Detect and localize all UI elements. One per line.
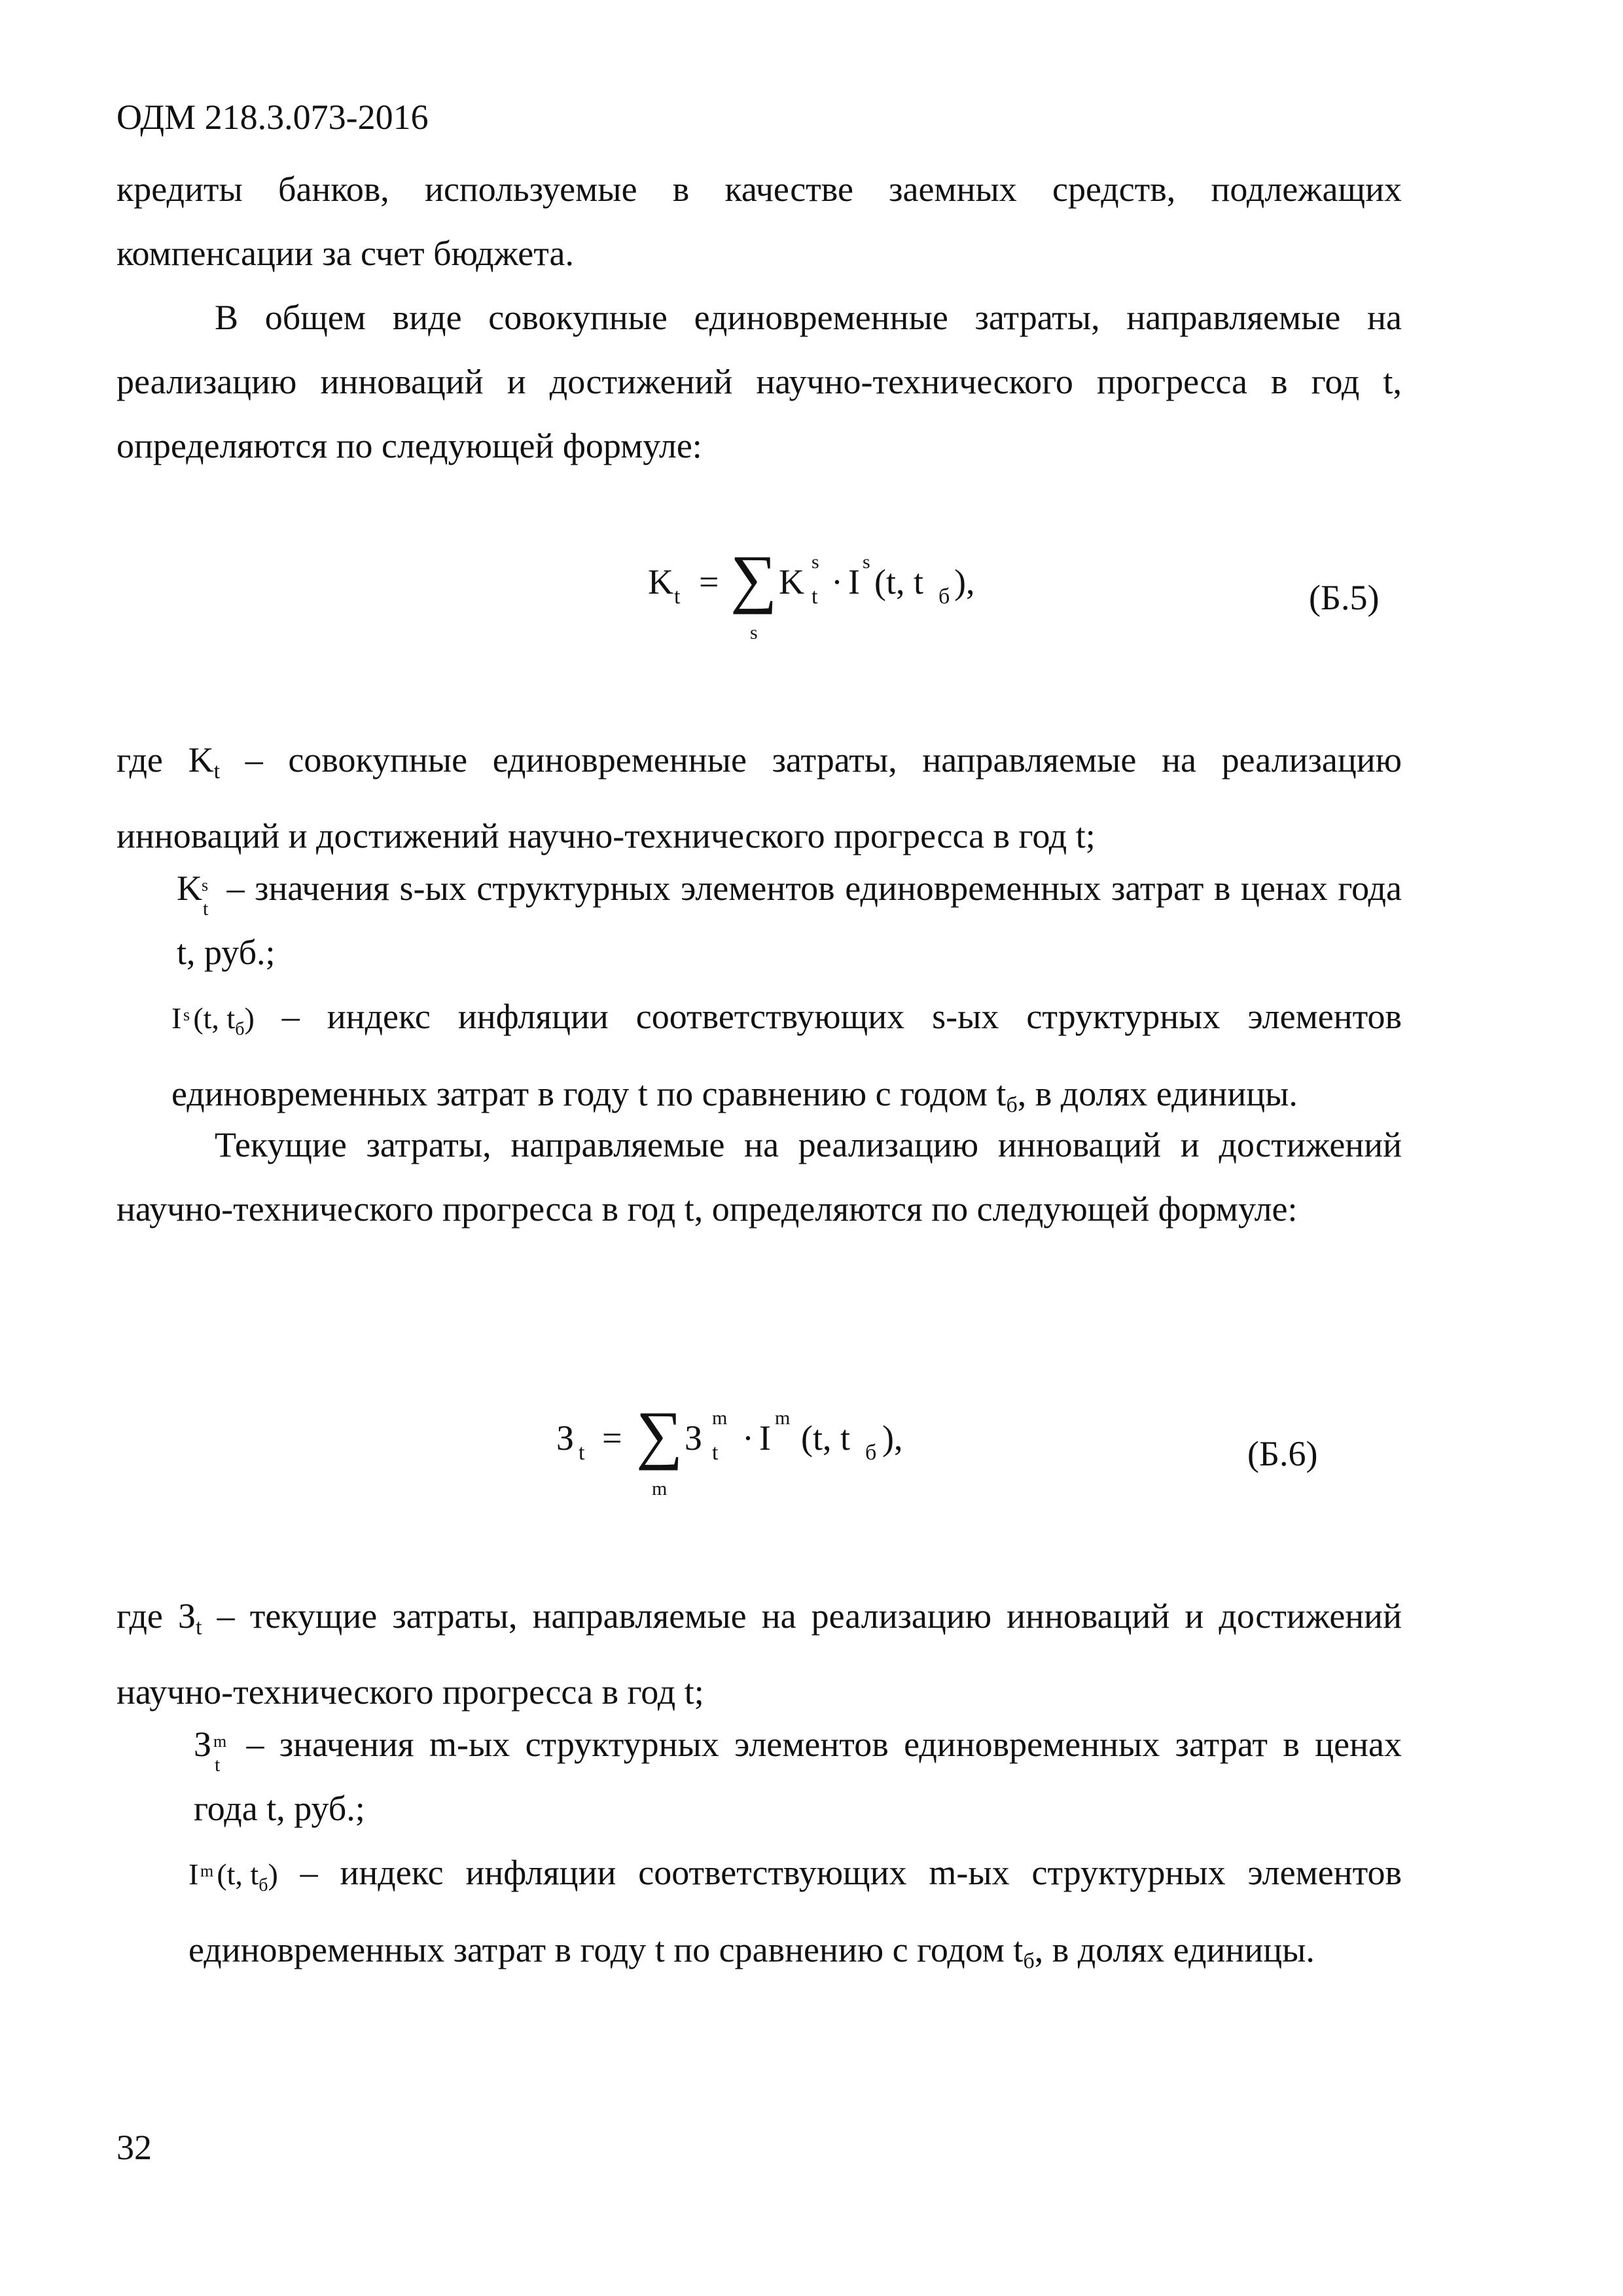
- symbol-is-args: (t, t: [193, 1001, 236, 1035]
- symbol-kst-sub: t: [203, 898, 209, 920]
- document-code: ОДМ 218.3.073-2016: [116, 98, 429, 137]
- formula-b5-index-sup: s: [863, 551, 870, 573]
- formula-b6-term: З: [685, 1418, 703, 1458]
- symbol-is-args-sub: б: [235, 1019, 245, 1039]
- formula-b6-sigma: ∑: [636, 1398, 683, 1471]
- symbol-zmt-sup: m: [213, 1732, 227, 1751]
- formula-b5-sigma-sub: s: [750, 622, 758, 643]
- explanation-b6-zt-prefix: где З: [116, 1596, 196, 1636]
- explanation-b6-zt-text: – текущие затраты, направляемые на реализацию инноваций и достижений научно-технического прогресса в год t;: [116, 1596, 1402, 1712]
- formula-b5-term-sub: t: [812, 584, 818, 609]
- paragraph-intro-b6: Текущие затраты, направляемые на реализацию инноваций и достижений научно-технического прогресса в год t, определяются по следующей формуле:: [116, 1125, 1402, 1229]
- symbol-im-base: I: [188, 1857, 199, 1891]
- paragraph-intro-b5: В общем виде совокупные единовременные затраты, направляемые на реализацию инноваций и достижений научно-технического прогресса в год t, определяются по следующей формуле:: [116, 298, 1402, 465]
- formula-b6: [0, 1398, 1623, 1537]
- explanation-b6-index-text-sub: б: [1023, 1949, 1035, 1973]
- explanation-b5-kst: [116, 856, 1402, 984]
- formula-b6-args-sub: б: [865, 1441, 877, 1465]
- formula-b5-equals: =: [699, 562, 719, 601]
- explanation-b6-index-text-a: – индекс инфляции соответствующих m-ых структурных элементов единовременных затрат в году t по сравнению с годом t: [188, 1853, 1402, 1969]
- formula-b5-number: (Б.5): [1309, 578, 1380, 617]
- explanation-b5-index-text-sub: б: [1006, 1093, 1018, 1117]
- formula-b5-term: K: [779, 562, 804, 601]
- explanation-b6-index-text-b: , в долях единицы.: [1034, 1930, 1315, 1969]
- symbol-zmt: [194, 1712, 231, 1776]
- formula-b6-args-close: ),: [882, 1418, 903, 1458]
- symbol-is: [171, 984, 255, 1062]
- formula-b6-equals: =: [602, 1418, 622, 1458]
- formula-b5-term-sup: s: [812, 551, 819, 573]
- explanation-b6-zmt-text: – значения m-ых структурных элементов единовременных затрат в ценах года t, руб.;: [194, 1725, 1402, 1828]
- formula-b5-args: (t, t: [874, 562, 923, 601]
- symbol-im-sup: m: [200, 1861, 214, 1880]
- formula-b5-args-close: ),: [954, 562, 975, 601]
- page-number: 32: [116, 2128, 152, 2167]
- formula-b6-args: (t, t: [801, 1418, 850, 1458]
- explanation-b5-index-text-b: , в долях единицы.: [1017, 1074, 1298, 1113]
- formula-b5-lhs-sub: t: [674, 584, 681, 609]
- formula-b6-index: I: [759, 1418, 771, 1458]
- symbol-kst-sup: s: [202, 876, 209, 895]
- explanation-b5-kt: [116, 728, 1402, 868]
- symbol-im-args: (t, t: [217, 1857, 259, 1891]
- explanation-b6-index: [116, 1840, 1402, 1994]
- formula-b6-sigma-sub: m: [652, 1478, 668, 1499]
- explanation-b5-kst-text: – значения s-ых структурных элементов единовременных затрат в ценах года t, руб.;: [177, 869, 1402, 972]
- formula-b6-term-sup: m: [712, 1407, 728, 1429]
- formula-b6-lhs: З: [556, 1418, 575, 1458]
- explanation-b6-zmt: [116, 1712, 1402, 1840]
- explanation-b5-kt-text: – совокупные единовременные затраты, направляемые на реализацию инноваций и достижений научно-технического прогресса в год t;: [116, 740, 1402, 855]
- formula-b5: [0, 542, 1623, 681]
- symbol-im: [188, 1840, 278, 1918]
- explanation-b5-index-text-a: – индекс инфляции соответствующих s-ых структурных элементов единовременных затрат в году t по сравнению с годом t: [171, 997, 1402, 1113]
- explanation-b6-zt-sub: t: [196, 1615, 202, 1640]
- formula-b6-term-sub: t: [712, 1441, 719, 1465]
- symbol-zmt-base: З: [194, 1725, 212, 1764]
- formula-b5-index: I: [848, 562, 860, 601]
- explanation-b5-kt-prefix: где K: [116, 740, 214, 780]
- formula-b5-dot: ·: [831, 562, 843, 601]
- symbol-is-base: I: [171, 1001, 182, 1035]
- formula-b5-sigma: ∑: [730, 542, 777, 615]
- symbol-zmt-sub: t: [215, 1754, 221, 1776]
- explanation-b5-kt-sub: t: [213, 759, 221, 783]
- formula-b6-lhs-sub: t: [579, 1441, 585, 1465]
- formula-b5-lhs: K: [648, 562, 673, 601]
- paragraph-credits: кредиты банков, используемые в качестве заемных средств, подлежащих компенсации за счет бюджета.: [116, 170, 1402, 273]
- formula-b6-number: (Б.6): [1247, 1434, 1318, 1473]
- formula-b5-args-sub: б: [938, 584, 950, 609]
- explanation-b6-zt: [116, 1584, 1402, 1724]
- symbol-kst: [177, 856, 217, 920]
- symbol-kst-base: K: [177, 869, 202, 908]
- symbol-is-args-close: ): [244, 1001, 255, 1035]
- formula-b6-index-sup: m: [775, 1407, 791, 1429]
- symbol-is-sup: s: [183, 1005, 190, 1024]
- symbol-im-args-close: ): [268, 1857, 278, 1891]
- formula-b6-dot: ·: [742, 1418, 754, 1458]
- symbol-im-args-sub: б: [259, 1875, 268, 1895]
